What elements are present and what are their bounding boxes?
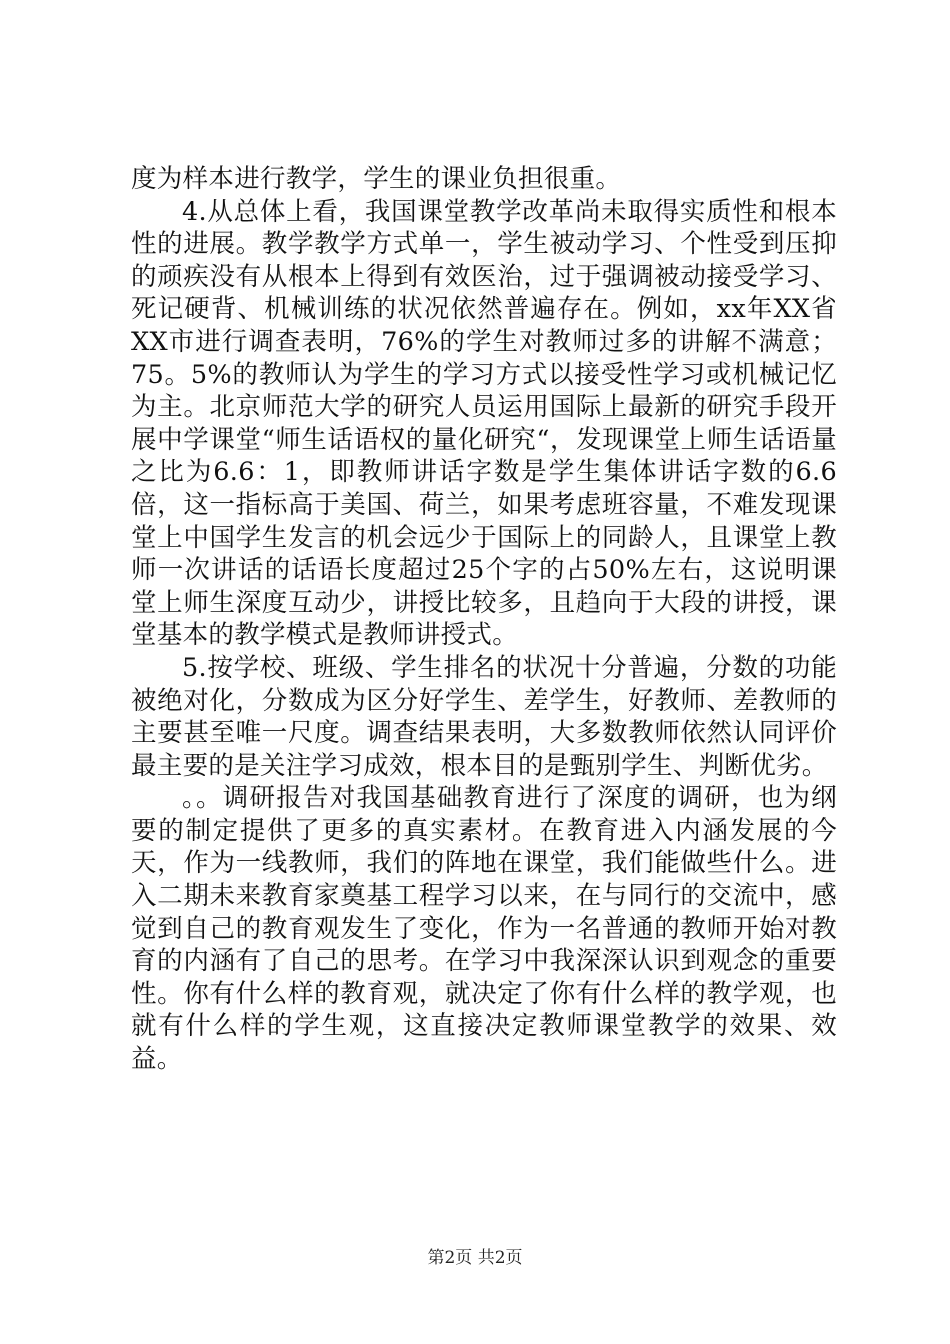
paragraph-point-4: 4.从总体上看，我国课堂教学改革尚未取得实质性和根本性的进展。教学教学方式单一，学生被动学习、个性受到压抑的顽疾没有从根本上得到有效医治，过于强调被动接受学习、死记硬背、机械训练的状况依然普遍存在。例如，xx年XX省XX市进行调查表明，76%的学生对教师过多的讲解不满意；75。5%的教师认为学生的学习方式以接受性学习或机械记忆为主。北京师范大学的研究人员运用国际上最新的研究手段开展中学课堂“师生话语权的量化研究“，发现课堂上师生话语量之比为6.6：1，即教师讲话字数是学生集体讲话字数的6.6倍，这一指标高于美国、荷兰，如果考虑班容量，不难发现课堂上中国学生发言的机会远少于国际上的同龄人，且课堂上教师一次讲话的话语长度超过25个字的占50%左右，这说明课堂上师生深度互动少，讲授比较多，且趋向于大段的讲授，课堂基本的教学模式是教师讲授式。 [131,196,837,651]
paragraph-continuation: 度为样本进行教学，学生的课业负担很重。 [131,164,622,194]
page-footer: 第2页 共2页 [427,1248,523,1268]
body-text [131,163,837,1076]
paragraph-point-5: 5.按学校、班级、学生排名的状况十分普遍，分数的功能被绝对化，分数成为区分好学生、差学生，好教师、差教师的主要甚至唯一尺度。调查结果表明，大多数教师依然认同评价最主要的是关注学习成效，根本目的是甄别学生、判断优劣。 [131,652,837,781]
paragraph-conclusion: 。。调研报告对我国基础教育进行了深度的调研，也为纲要的制定提供了更多的真实素材。在教育进入内涵发展的今天，作为一线教师，我们的阵地在课堂，我们能做些什么。进入二期未来教育家奠基工程学习以来，在与同行的交流中，感觉到自己的教育观发生了变化，作为一名普通的教师开始对教育的内涵有了自己的思考。在学习中我深深认识到观念的重要性。你有什么样的教育观，就决定了你有什么样的教学观，也就有什么样的学生观，这直接决定教师课堂教学的效果、效益。 [131,783,837,1075]
